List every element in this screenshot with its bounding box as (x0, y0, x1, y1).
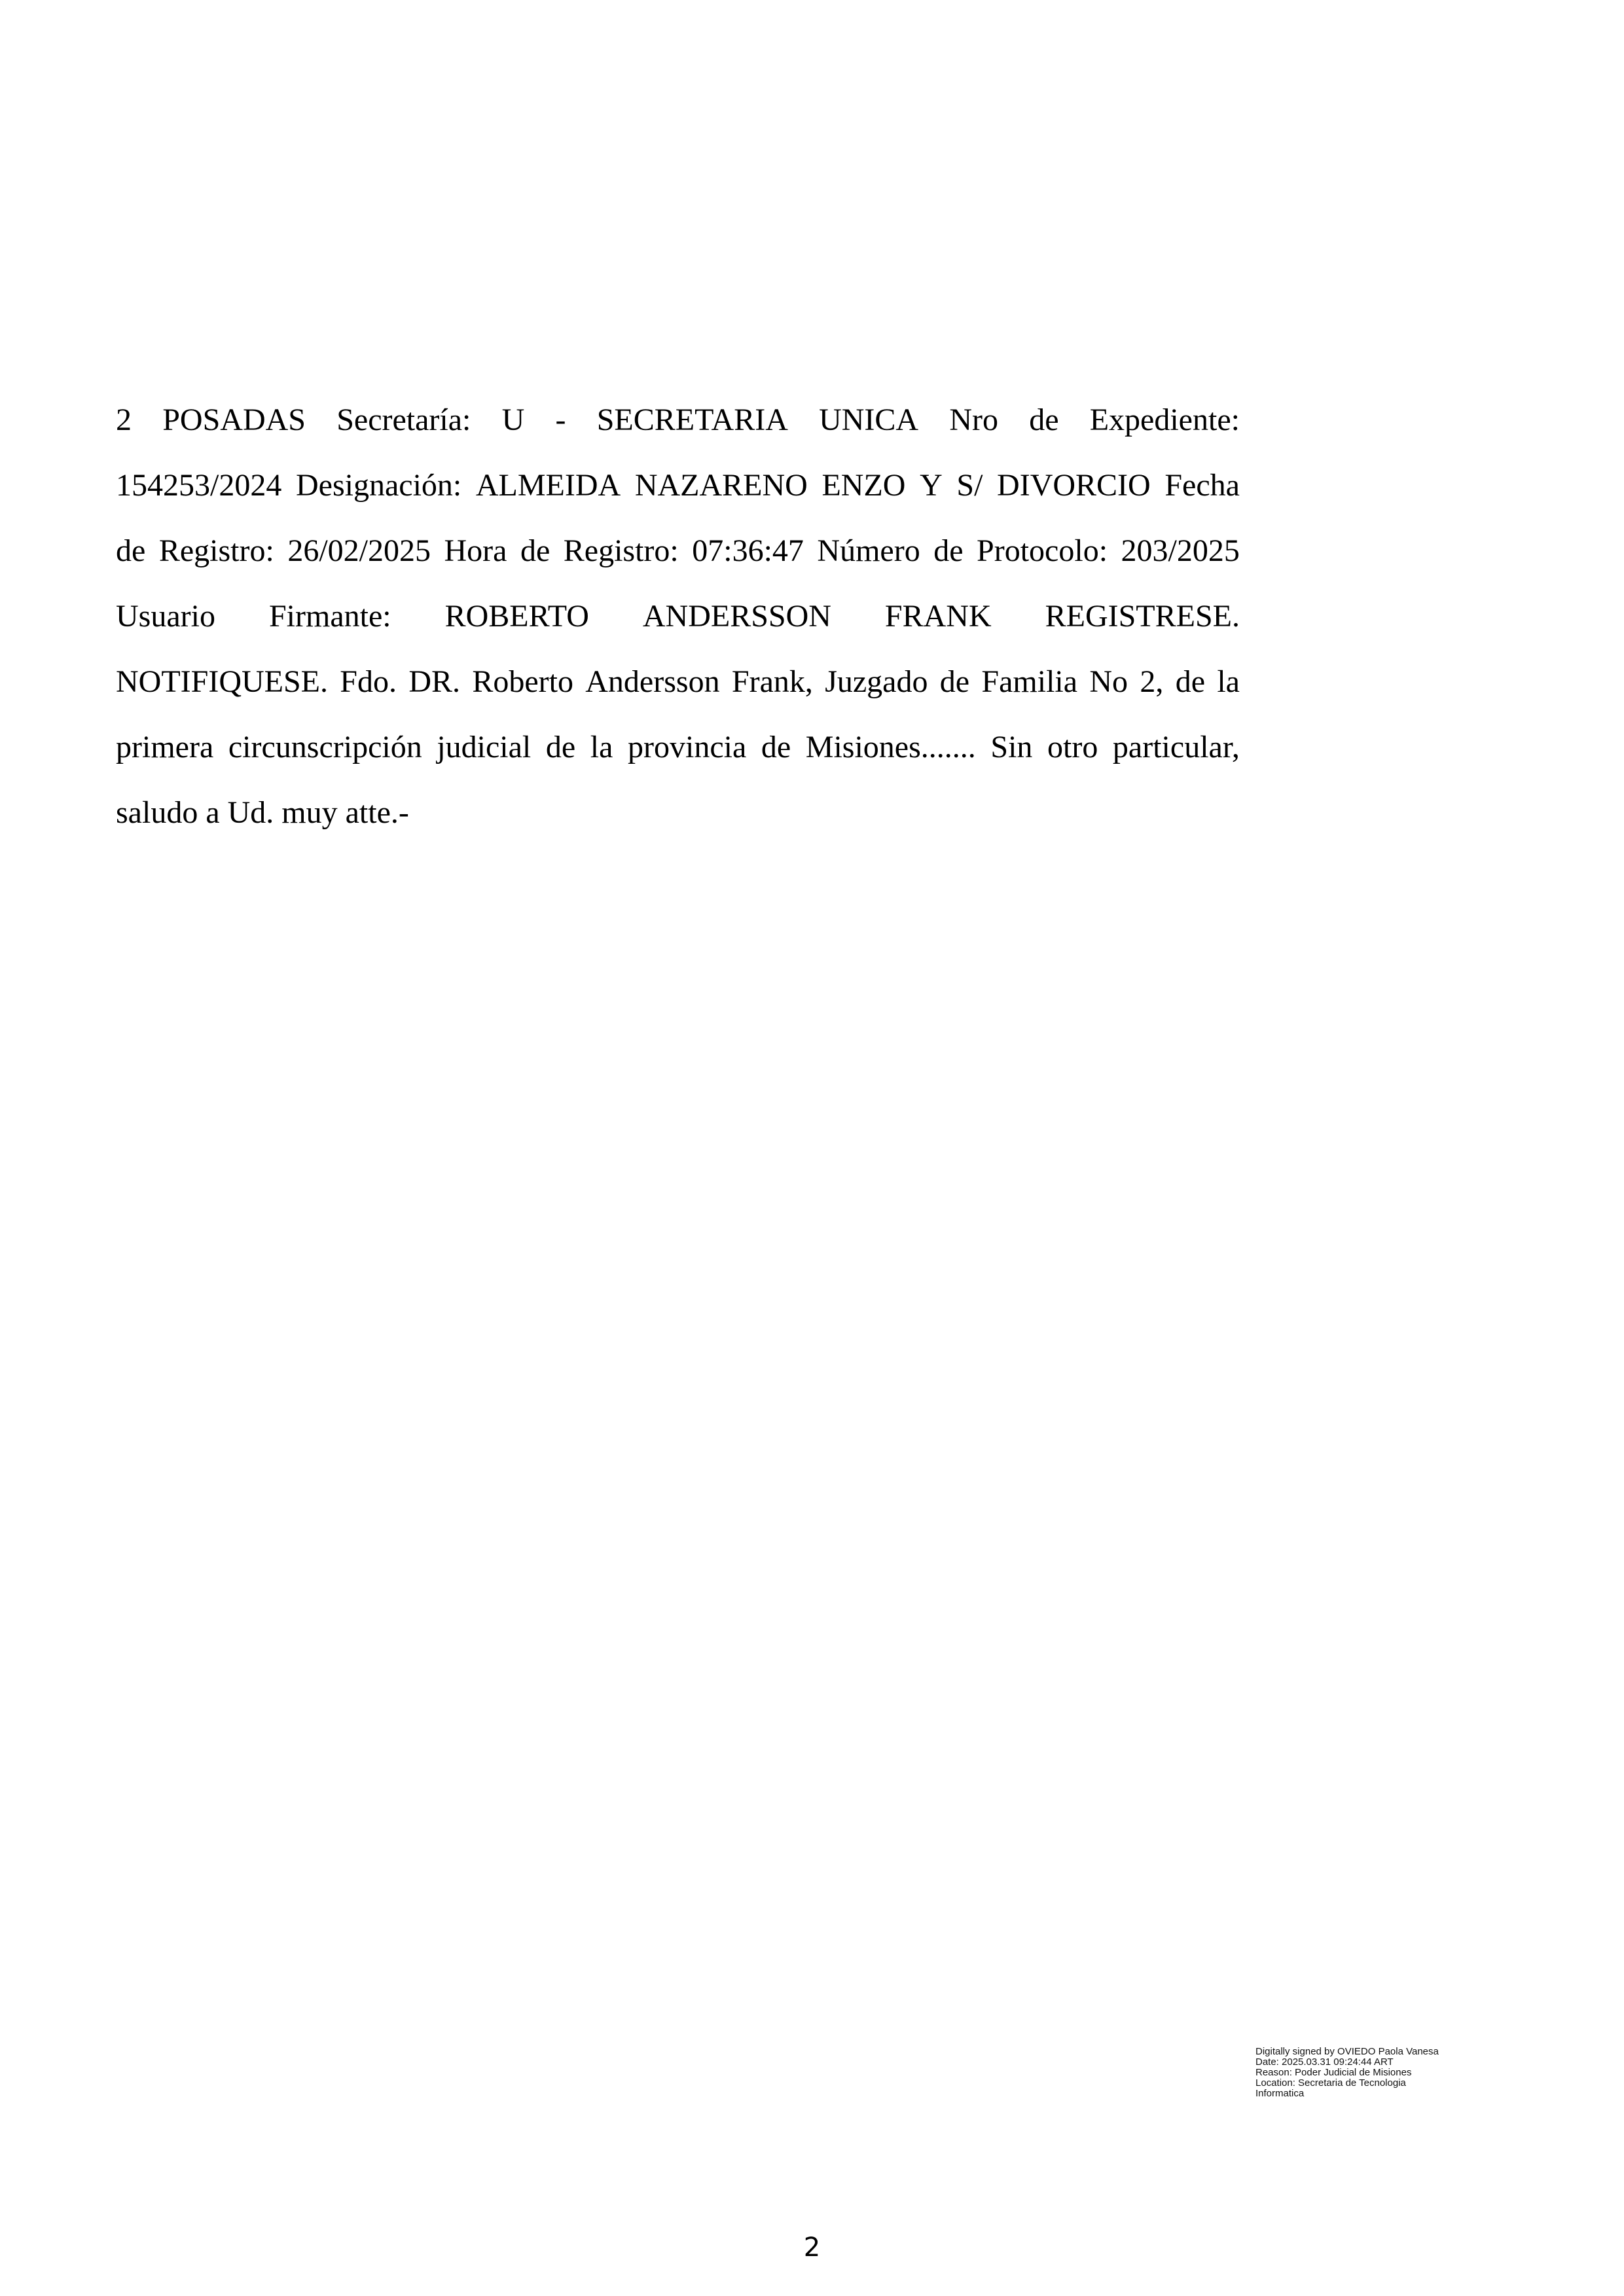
body-word: S/ (956, 468, 983, 503)
body-line-3 (116, 531, 1240, 571)
body-word: Frank, (731, 664, 813, 699)
body-word: la (590, 730, 613, 764)
body-word: UNICA (819, 403, 919, 437)
body-word: POSADAS (162, 403, 306, 437)
body-word: ALMEIDA (475, 468, 621, 503)
signature-location-cont: Informatica (1255, 2088, 1305, 2099)
body-word: ANDERSSON (642, 599, 831, 634)
body-word: Protocolo: (977, 533, 1108, 568)
body-word: provincia (628, 730, 747, 764)
body-word: No (1089, 664, 1128, 699)
body-word: circunscripción (228, 730, 422, 764)
body-word: primera (116, 730, 214, 764)
body-word: Familia (981, 664, 1078, 699)
body-word: 07:36:47 (692, 533, 804, 568)
body-word: Sin (990, 730, 1033, 764)
body-word: otro (1047, 730, 1098, 764)
body-word: Secretaría: (336, 403, 471, 437)
body-word: Misiones....... (805, 730, 976, 764)
body-word: de (545, 730, 576, 764)
body-word: la (1217, 664, 1240, 699)
signature-signed-by: Digitally signed by OVIEDO Paola Vanesa (1255, 2046, 1439, 2057)
body-word: NOTIFIQUESE. (116, 664, 328, 699)
body-word: FRANK (884, 599, 992, 634)
body-word: judicial (437, 730, 532, 764)
body-line-7: saludo a Ud. muy atte.- (116, 795, 409, 830)
body-word: Expediente: (1089, 403, 1240, 437)
signature-location: Location: Secretaria de Tecnologia (1255, 2077, 1406, 2089)
body-line-5 (116, 662, 1240, 702)
body-word: de (933, 533, 964, 568)
body-word: Y (920, 468, 943, 503)
body-word: Designación: (295, 468, 462, 503)
body-word: Hora (444, 533, 507, 568)
body-word: Registro: (158, 533, 274, 568)
body-word: 26/02/2025 (287, 533, 431, 568)
body-word: Número (817, 533, 920, 568)
body-word: de (1175, 664, 1205, 699)
body-word: de (761, 730, 791, 764)
signature-date: Date: 2025.03.31 09:24:44 ART (1255, 2056, 1394, 2068)
body-word: Fdo. (340, 664, 397, 699)
body-word: REGISTRESE. (1045, 599, 1240, 634)
body-line-2 (116, 466, 1240, 505)
page-number: 2 (803, 2233, 821, 2263)
body-word: Juzgado (825, 664, 928, 699)
body-word: de (1029, 403, 1059, 437)
body-word: Firmante: (268, 599, 391, 634)
body-word: ENZO (821, 468, 906, 503)
body-word: Usuario (116, 599, 215, 634)
body-word: DIVORCIO (997, 468, 1151, 503)
body-word: Registro: (563, 533, 679, 568)
body-word: de (116, 533, 146, 568)
body-word: particular, (1112, 730, 1240, 764)
body-word: ROBERTO (444, 599, 589, 634)
body-word: de (939, 664, 970, 699)
body-word: DR. (408, 664, 460, 699)
body-word: 2, (1140, 664, 1164, 699)
body-word: NAZARENO (634, 468, 808, 503)
signature-reason: Reason: Poder Judicial de Misiones (1255, 2067, 1412, 2078)
digital-signature-block (1255, 2047, 1491, 2099)
body-word: 154253/2024 (116, 468, 282, 503)
body-word: 203/2025 (1121, 533, 1240, 568)
body-word: - (555, 403, 566, 437)
body-line-4 (116, 597, 1240, 636)
body-word: Nro (949, 403, 998, 437)
body-word: U (501, 403, 525, 437)
body-word: de (520, 533, 550, 568)
body-line-1 (116, 401, 1240, 440)
body-word: 2 (116, 403, 132, 437)
body-word: Fecha (1164, 468, 1240, 503)
body-word: Roberto (472, 664, 573, 699)
body-line-6 (116, 728, 1240, 767)
body-word: SECRETARIA (596, 403, 788, 437)
body-word: Andersson (585, 664, 720, 699)
